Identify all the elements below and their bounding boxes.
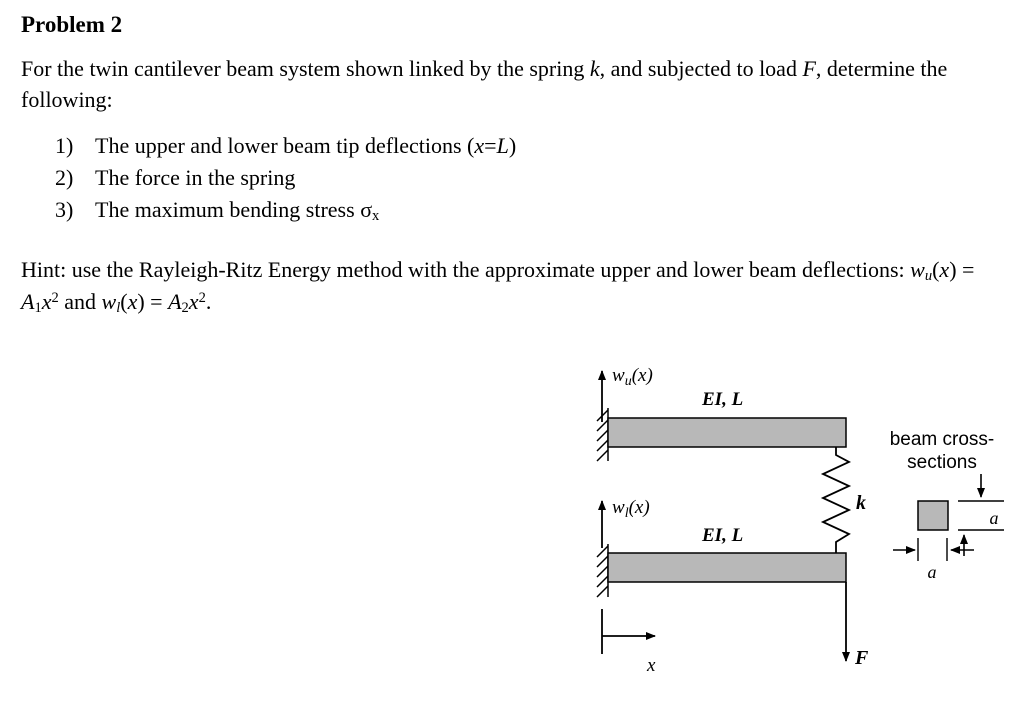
- task-item-3: [55, 194, 1024, 226]
- task-text-part: The upper and lower beam tip deflections (: [95, 133, 475, 158]
- task-item-1: [55, 130, 1024, 162]
- task-number: 3): [55, 197, 74, 222]
- x-axis-label: x: [647, 655, 656, 676]
- task-text-part: The maximum bending stress: [95, 197, 361, 222]
- hint-paragraph: [0, 254, 983, 318]
- cross-section-caption-line2: sections: [907, 452, 977, 473]
- x-variable: x: [474, 133, 485, 158]
- side-dimension-label: a: [989, 508, 999, 528]
- upper-fixed-support-hatching: [597, 408, 608, 461]
- upper-deflection-label: $w_u(x)$: [612, 365, 653, 389]
- task-list: [55, 130, 1024, 226]
- upper-beam-label: EI, L: [702, 389, 744, 410]
- task-text: The force in the spring: [95, 165, 296, 190]
- hint-text: and: [58, 289, 102, 314]
- statement-text: , and subjected to load: [599, 56, 803, 81]
- x-axis: [602, 609, 656, 676]
- force-label: F: [855, 647, 869, 669]
- spring-variable: k: [589, 56, 600, 81]
- statement-text: , determine the following:: [21, 56, 948, 112]
- problem-title: Problem 2: [21, 12, 123, 37]
- lower-beam: [608, 553, 846, 582]
- task-text: [95, 194, 379, 226]
- spring: [823, 447, 849, 553]
- lower-beam-label: EI, L: [702, 525, 744, 546]
- problem-statement: [0, 53, 981, 115]
- bottom-dimension-label: a: [927, 562, 937, 582]
- hint-text: Hint: use the Rayleigh-Ritz Energy method with the approximate upper and lower beam deflections:: [21, 257, 911, 282]
- task-text-part: ): [508, 133, 517, 158]
- statement-text: For the twin cantilever beam system shown linked by the spring: [21, 56, 590, 81]
- task-number: 1): [55, 133, 74, 158]
- task-item-2: [55, 162, 1024, 194]
- task-text-part: =: [484, 133, 497, 158]
- task-text: [95, 130, 516, 162]
- beam-diagram: [570, 358, 1017, 694]
- hint-text: .: [205, 289, 212, 314]
- length-variable: L: [496, 133, 509, 158]
- load-variable: F: [802, 56, 816, 81]
- cross-section-caption-line1: beam cross-: [889, 429, 995, 450]
- sigma-subscript: x: [372, 208, 380, 225]
- lower-fixed-support-hatching: [597, 544, 608, 597]
- task-number: 2): [55, 165, 74, 190]
- spring-label: k: [856, 492, 866, 514]
- cross-section-square: [918, 501, 948, 530]
- sigma-symbol: σ: [360, 197, 373, 222]
- lower-deflection-label: $w_l(x)$: [612, 497, 650, 521]
- upper-deflection-equation: $w_u(x) = A_1x^2$: [21, 257, 975, 317]
- lower-deflection-equation: $w_l(x) = A_2x^2$: [101, 289, 206, 317]
- cross-section-callout: [890, 429, 1004, 582]
- upper-beam: [608, 418, 846, 447]
